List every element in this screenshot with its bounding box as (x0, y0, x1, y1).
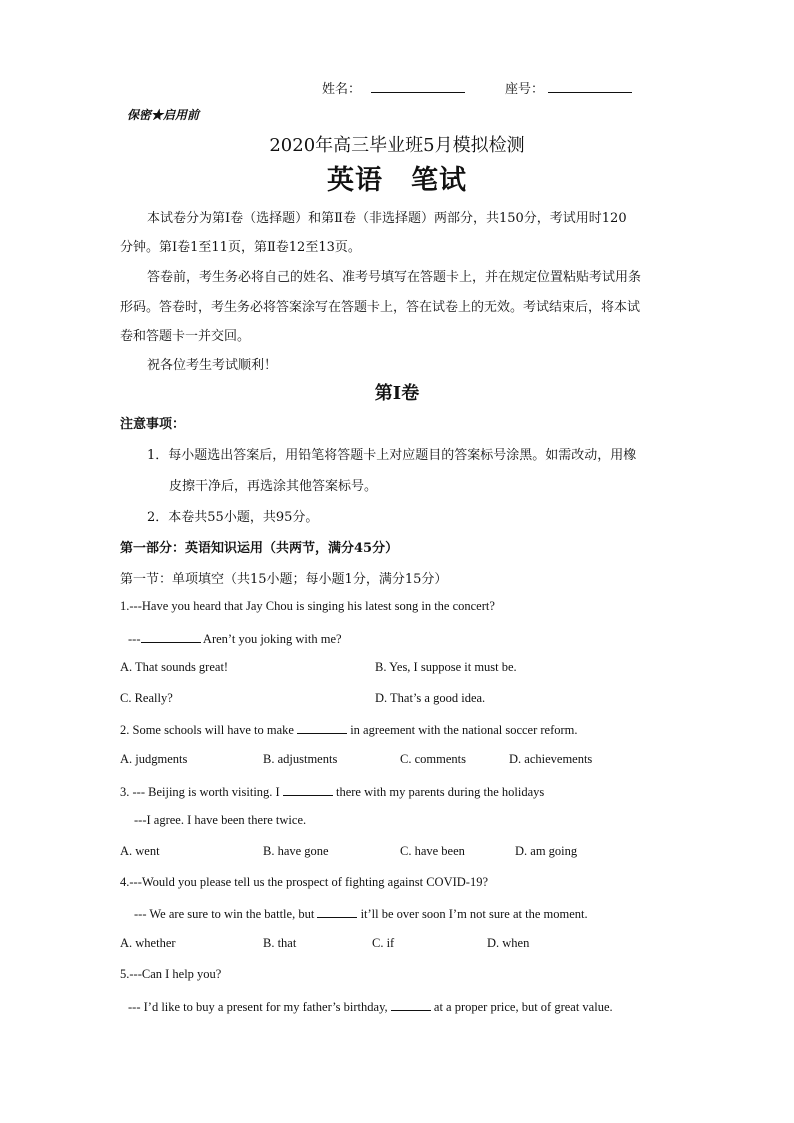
q2-option-c[interactable]: C. comments (400, 752, 466, 766)
q1-option-a[interactable]: A. That sounds great! (120, 660, 229, 674)
q1-reply-text: Aren’t you joking with me? (200, 632, 342, 646)
q4-blank[interactable] (317, 905, 357, 918)
q3-option-a[interactable]: A. went (120, 844, 160, 858)
q1-reply (128, 630, 342, 647)
volume-title: 第Ⅰ卷 (374, 383, 420, 404)
q2-option-b[interactable]: B. adjustments (263, 752, 338, 766)
q3-option-c[interactable]: C. have been (400, 844, 465, 858)
q3-stem-end: there with my parents during the holidays (332, 785, 545, 799)
intro-line-2: 分钟。第Ⅰ卷1至11页，第Ⅱ卷12至13页。 (120, 240, 361, 255)
intro-line-5: 卷和答题卡一并交回。 (120, 329, 251, 344)
q3-option-d[interactable]: D. am going (515, 844, 578, 858)
q2-option-a[interactable]: A. judgments (120, 752, 188, 766)
notes-title: 注意事项： (120, 417, 186, 432)
q1-option-b[interactable]: B. Yes, I suppose it must be. (375, 660, 517, 674)
note-1-line-1: 1．每小题选出答案后，用铅笔将答题卡上对应题目的答案标号涂黑。如需改动，用橡 (147, 448, 637, 463)
q5-reply-end: at a proper price, but of great value. (430, 1000, 613, 1014)
q4-option-c[interactable]: C. if (372, 936, 395, 950)
q5-blank[interactable] (391, 998, 431, 1011)
seat-blank[interactable] (548, 80, 632, 93)
confidential-label: 保密★启用前 (127, 108, 200, 122)
part-1-heading: 第一部分：英语知识运用（共两节，满分45分） (120, 541, 399, 556)
intro-line-1: 本试卷分为第Ⅰ卷（选择题）和第Ⅱ卷（非选择题）两部分，共150分，考试用时120 (147, 211, 627, 226)
q2-stem-start: 2. Some schools will have to make (120, 723, 298, 737)
intro-line-4: 形码。答卷时，考生务必将答案涂写在答题卡上，答在试卷上的无效。考试结束后，将本试 (120, 300, 641, 315)
q3-blank[interactable] (283, 783, 333, 796)
q1-option-d[interactable]: D. That’s a good idea. (375, 691, 486, 705)
q3-option-b[interactable]: B. have gone (263, 844, 329, 858)
q1-reply-prefix: --- (128, 632, 141, 646)
note-1-line-2: 皮擦干净后，再选涂其他答案标号。 (169, 479, 378, 494)
q2-stem-end: in agreement with the national soccer reform. (347, 723, 578, 737)
note-2: 2．本卷共55小题，共95分。 (147, 510, 319, 525)
q5-stem: 5.---Can I help you? (120, 967, 222, 981)
seat-field[interactable] (505, 78, 632, 97)
q5-reply (128, 998, 613, 1015)
q4-reply-start: --- We are sure to win the battle, but (134, 907, 318, 921)
q4-reply (134, 905, 588, 922)
q3-reply: ---I agree. I have been there twice. (134, 813, 307, 827)
name-blank[interactable] (371, 80, 465, 93)
q1-stem: 1.---Have you heard that Jay Chou is singing his latest song in the concert? (120, 599, 495, 613)
q2-stem (120, 721, 578, 738)
name-label: 姓名： (322, 82, 362, 97)
q5-reply-start: --- I’d like to buy a present for my father’s birthday, (128, 1000, 391, 1014)
q3-stem (120, 783, 544, 800)
q4-option-b[interactable]: B. that (263, 936, 297, 950)
subject-title: 英语 笔试 (327, 165, 467, 196)
seat-label: 座号： (505, 82, 545, 97)
q2-blank[interactable] (297, 721, 347, 734)
q3-stem-start: 3. --- Beijing is worth visiting. I (120, 785, 283, 799)
q4-option-a[interactable]: A. whether (120, 936, 176, 950)
q4-option-d[interactable]: D. when (487, 936, 530, 950)
q1-blank[interactable] (141, 630, 201, 643)
good-luck-text: 祝各位考生考试顺利！ (147, 358, 278, 373)
name-field[interactable] (322, 78, 465, 97)
q4-reply-end: it’ll be over soon I’m not sure at the moment. (357, 907, 588, 921)
intro-line-3: 答卷前，考生务必将自己的姓名、准考号填写在答题卡上，并在规定位置粘贴考试用条 (147, 270, 642, 285)
exam-title: 2020年高三毕业班5月模拟检测 (269, 135, 525, 156)
q1-option-c[interactable]: C. Really? (120, 691, 173, 705)
q4-stem: 4.---Would you please tell us the prospect of fighting against COVID-19? (120, 875, 489, 889)
q2-option-d[interactable]: D. achievements (509, 752, 593, 766)
part-1-section-1-heading: 第一节：单项填空（共15小题；每小题1分，满分15分） (120, 572, 448, 587)
